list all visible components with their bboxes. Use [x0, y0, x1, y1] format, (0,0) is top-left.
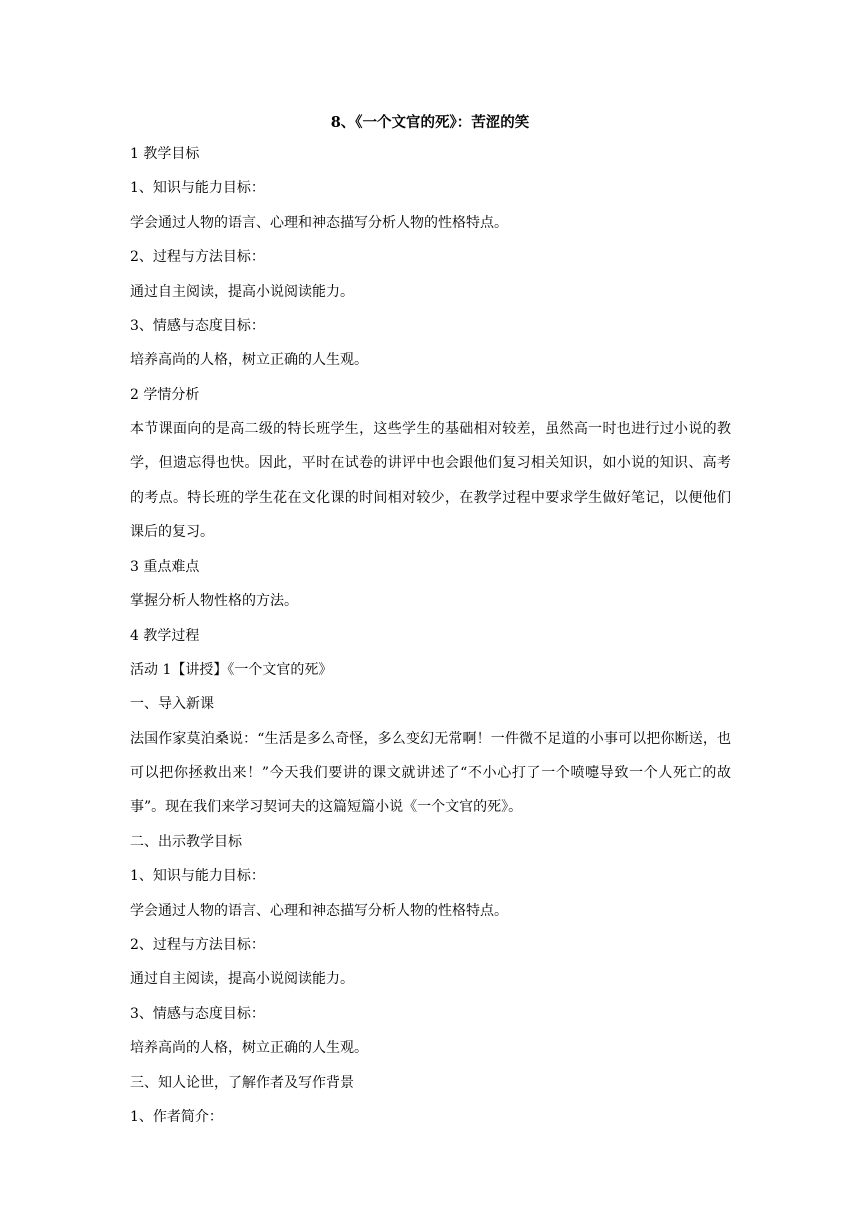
- objective-process-text: 通过自主阅读，提高小说阅读能力。: [130, 283, 354, 300]
- step-intro-heading: 一、导入新课: [130, 696, 214, 713]
- keypoints-text: 掌握分析人物性格的方法。: [130, 593, 298, 610]
- author-intro-heading: 1、作者简介：: [130, 1109, 223, 1126]
- section-heading-objectives: 1 教学目标: [130, 146, 200, 162]
- section-heading-analysis: 2 学情分析: [130, 386, 200, 403]
- objective-knowledge-text: 学会通过人物的语言、心理和神态描写分析人物的性格特点。: [130, 214, 508, 231]
- objective-attitude-heading-2: 3、情感与态度目标：: [130, 1005, 265, 1022]
- step-objectives-heading: 二、出示教学目标: [130, 833, 242, 850]
- document-body: [130, 144, 731, 1141]
- objective-attitude-text: 培养高尚的人格，树立正确的人生观。: [130, 352, 368, 369]
- step-background-heading: 三、知人论世，了解作者及写作背景: [130, 1074, 354, 1091]
- section-heading-keypoints: 3 重点难点: [130, 558, 200, 575]
- objective-knowledge-heading-2: 1、知识与能力目标：: [130, 868, 265, 885]
- objective-knowledge-heading: 1、知识与能力目标：: [130, 180, 265, 197]
- section-heading-process: 4 教学过程: [130, 627, 200, 644]
- document-title: 8、《一个文官的死》：苦涩的笑: [330, 114, 530, 131]
- activity-heading: 活动 1【讲授】《一个文官的死》: [130, 661, 333, 678]
- intro-paragraph: 法国作家莫泊桑说：“生活是多么奇怪，多么变幻无常啊！一件微不足道的小事可以把你断送，也可以把你拯救出来！”今天我们要讲的课文就讲述了“不小心打了一个喷嚏导致一个人死亡的故事”。现在我们来学习契诃夫的这篇短篇小说《一个文官的死》。: [130, 730, 731, 816]
- objective-process-text-2: 通过自主阅读，提高小说阅读能力。: [130, 971, 354, 988]
- objective-process-heading: 2、过程与方法目标：: [130, 249, 265, 266]
- objective-knowledge-text-2: 学会通过人物的语言、心理和神态描写分析人物的性格特点。: [130, 902, 508, 919]
- objective-attitude-text-2: 培养高尚的人格，树立正确的人生观。: [130, 1040, 368, 1057]
- objective-process-heading-2: 2、过程与方法目标：: [130, 937, 265, 954]
- analysis-paragraph: 本节课面向的是高二级的特长班学生，这些学生的基础相对较差，虽然高一时也进行过小说的教学，但遗忘得也快。因此，平时在试卷的讲评中也会跟他们复习相关知识，如小说的知识、高考的考点。特长班的学生花在文化课的时间相对较少，在教学过程中要求学生做好笔记，以便他们课后的复习。: [130, 420, 731, 541]
- objective-attitude-heading: 3、情感与态度目标：: [130, 317, 265, 334]
